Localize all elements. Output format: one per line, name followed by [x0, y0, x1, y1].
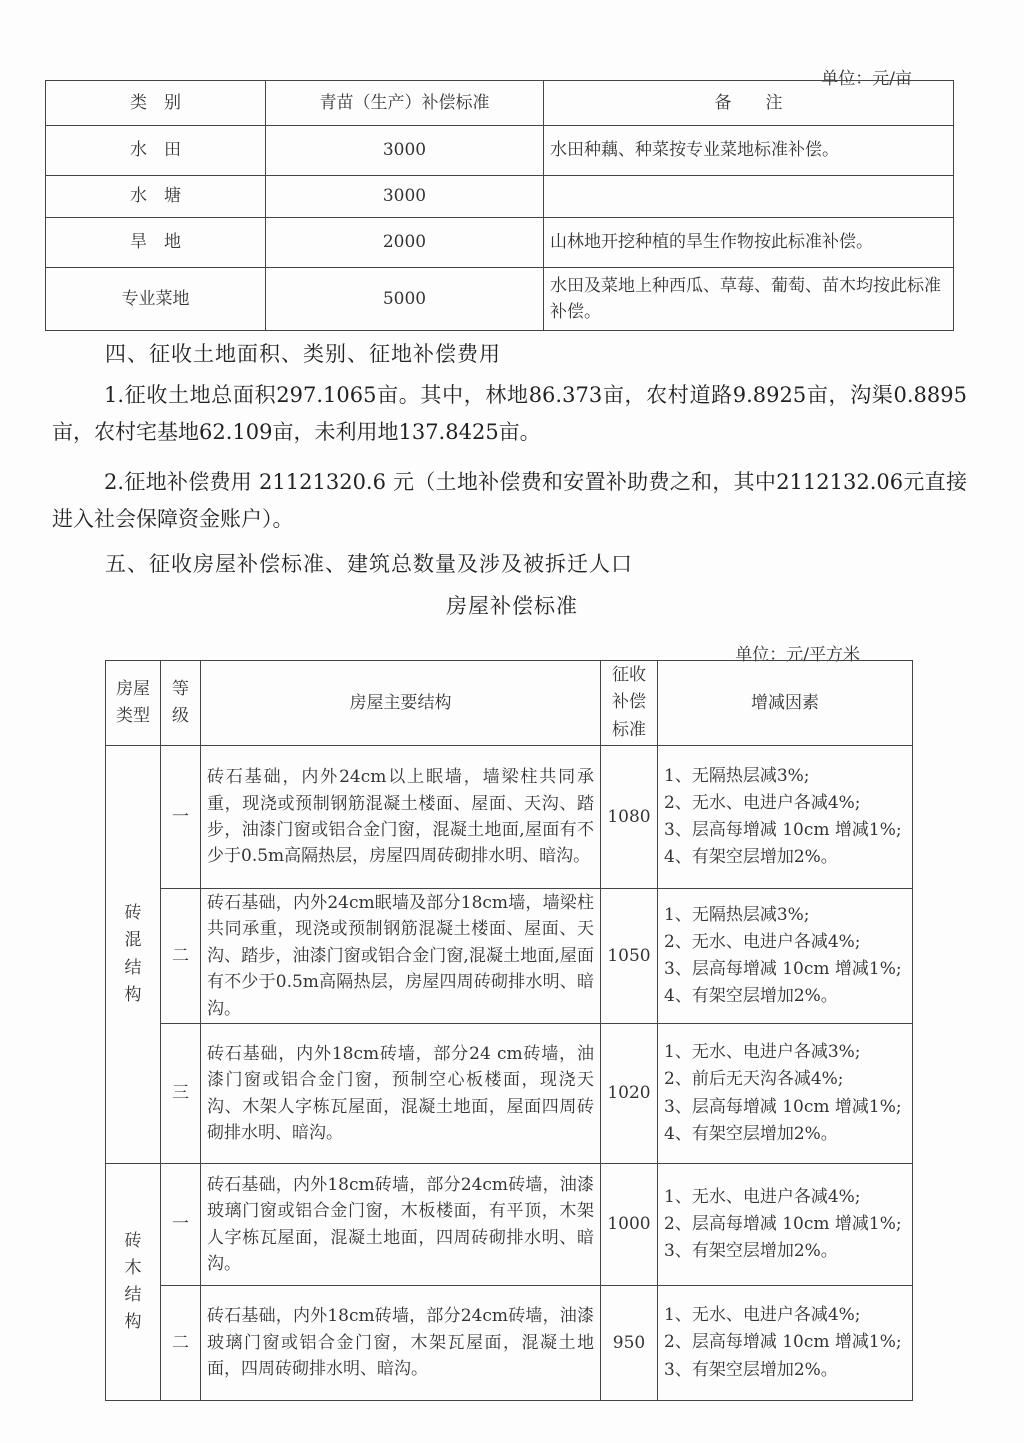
standard-value: 1080 [601, 746, 658, 889]
factor-item: 1、无水、电进户各减3%; [664, 1042, 861, 1063]
factor-item: 3、层高每增减 10cm 增减1%; [664, 1096, 902, 1117]
house-type: 砖木结构 [106, 1164, 161, 1401]
factor-item: 1、无水、电进户各减4%; [664, 1305, 861, 1326]
factor-item: 2、层高每增减 10cm 增减1%; [664, 1332, 902, 1353]
grade: 二 [161, 1286, 201, 1401]
note: 山林地开挖种植的旱生作物按此标准补偿。 [544, 218, 954, 268]
grade: 一 [161, 1164, 201, 1286]
table-row [106, 1286, 913, 1401]
standard-value: 1050 [601, 889, 658, 1024]
table2-unit: 单位：元/平方米 [735, 645, 860, 665]
factor-item: 3、有架空层增加2%。 [664, 1359, 838, 1380]
factor-item: 3、层高每增减 10cm 增减1%; [664, 820, 902, 840]
structure: 砖石基础，内外18cm砖墙，部分24cm砖墙，油漆玻璃门窗或铝合金门窗，木架瓦屋面，混凝土地面，四周砖砌排水明、暗沟。 [201, 1286, 601, 1401]
note: 水田及菜地上种西瓜、草莓、葡萄、苗木均按此标准补偿。 [544, 268, 954, 331]
factor-item: 1、无隔热层减3%; [664, 904, 810, 925]
factor-item: 2、前后无天沟各减4%; [664, 1069, 844, 1090]
header-standard: 青苗（生产）补偿标准 [266, 81, 544, 126]
section-heading: 四、征收土地面积、类别、征地补偿费用 [105, 342, 501, 366]
factor-item: 3、层高每增减 10cm 增减1%; [664, 959, 902, 979]
table-row [106, 1164, 913, 1286]
land-type: 旱 地 [46, 218, 266, 268]
header-factors: 增减因素 [658, 661, 913, 746]
header-type: 类 别 [46, 81, 266, 126]
factors-list [658, 746, 913, 889]
standard-value: 1020 [601, 1024, 658, 1164]
table-row [106, 1024, 913, 1164]
standard-value: 2000 [266, 218, 544, 268]
structure: 砖石基础，内外24cm以上眠墙，墙梁柱共同承重，现浇或预制钢筋混凝土楼面、屋面、天沟、踏步，油漆门窗或铝合金门窗，混凝土地面,屋面有不少于0.5m高隔热层，房屋四周砖砌排水明、暗沟。 [201, 746, 601, 889]
house-compensation-table [105, 660, 913, 1401]
grade: 二 [161, 889, 201, 1024]
factor-item: 1、无水、电进户各减4%; [664, 1186, 861, 1207]
standard-value: 3000 [266, 176, 544, 218]
standard-value: 1000 [601, 1164, 658, 1286]
table-row [106, 746, 913, 889]
table-row [46, 218, 954, 268]
section-heading: 五、征收房屋补偿标准、建筑总数量及涉及被拆迁人口 [105, 552, 633, 576]
table-row [46, 268, 954, 331]
standard-value: 950 [601, 1286, 658, 1401]
header-note: 备 注 [544, 81, 954, 126]
factors-list [658, 1164, 913, 1286]
table-row [106, 889, 913, 1024]
table-row [46, 176, 954, 218]
paragraph: 1.征收土地总面积297.1065亩。其中，林地86.373亩，农村道路9.8925亩，沟渠0.8895亩，农村宅基地62.109亩，未利用地137.8425亩。 [52, 383, 967, 444]
land-type: 水 田 [46, 126, 266, 176]
factor-item: 3、有架空层增加2%。 [664, 1241, 838, 1262]
header-structure: 房屋主要结构 [201, 661, 601, 746]
grade: 三 [161, 1024, 201, 1164]
factor-item: 2、无水、电进户各减4%; [664, 792, 861, 813]
structure: 砖石基础，内外18cm砖墙，部分24 cm砖墙，油漆门窗或铝合金门窗，预制空心板楼面，现浇天沟、木架人字栋瓦屋面，混凝土地面，屋面四周砖砌排水明、暗沟。 [201, 1024, 601, 1164]
factor-item: 4、有架空层增加2%。 [664, 847, 838, 868]
factor-item: 2、层高每增减 10cm 增减1%; [664, 1213, 902, 1234]
factor-item: 4、有架空层增加2%。 [664, 1123, 838, 1144]
structure: 砖石基础，内外18cm砖墙，部分24cm砖墙，油漆玻璃门窗或铝合金门窗，木板楼面，有平顶，木架人字栋瓦屋面，混凝土地面，四周砖砌排水明、暗沟。 [201, 1164, 601, 1286]
factors-list [658, 1286, 913, 1401]
grade: 一 [161, 746, 201, 889]
header-grade: 等级 [161, 661, 201, 746]
standard-value: 5000 [266, 268, 544, 331]
factor-item: 1、无隔热层减3%; [664, 765, 810, 786]
paragraph: 2.征地补偿费用 21121320.6 元（土地补偿费和安置补助费之和，其中2112132.06元直接进入社会保障资金账户）。 [52, 470, 967, 531]
structure: 砖石基础，内外24cm眠墙及部分18cm墙，墙梁柱共同承重，现浇或预制钢筋混凝土楼面、屋面、天沟、踏步，油漆门窗或铝合金门窗,混凝土地面,屋面有不少于0.5m高隔热层，房屋四周砖砌排水明、暗沟。 [201, 889, 601, 1024]
seedling-compensation-table [45, 80, 954, 331]
header-standard: 征收补偿标准 [601, 661, 658, 746]
note: 水田种藕、种菜按专业菜地标准补偿。 [544, 126, 954, 176]
header-house-type: 房屋类型 [106, 661, 161, 746]
house-type: 砖混结构 [106, 746, 161, 1164]
standard-value: 3000 [266, 126, 544, 176]
table1-unit: 单位：元/亩 [821, 69, 912, 89]
note [544, 176, 954, 218]
table-row [46, 126, 954, 176]
factor-item: 4、有架空层增加2%。 [664, 986, 838, 1007]
land-type: 专业菜地 [46, 268, 266, 331]
land-type: 水 塘 [46, 176, 266, 218]
table-title: 房屋补偿标准 [446, 594, 578, 618]
factors-list [658, 1024, 913, 1164]
factor-item: 2、无水、电进户各减4%; [664, 931, 861, 952]
factors-list [658, 889, 913, 1024]
